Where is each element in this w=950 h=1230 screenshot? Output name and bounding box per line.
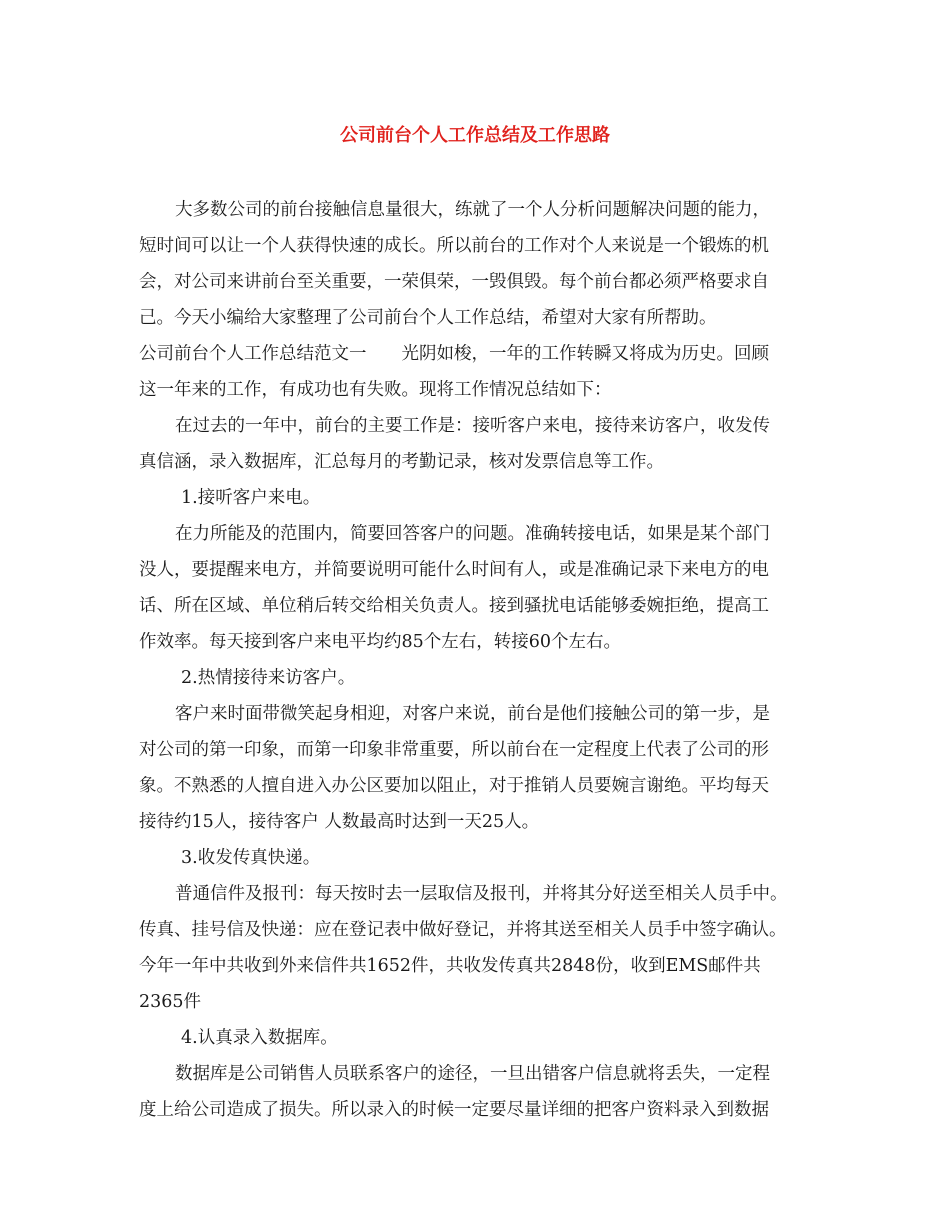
paragraph-line: 今年一年中共收到外来信件共1652件，共收发传真共2848份，收到EMS邮件共 [139,956,761,976]
paragraph-line: 客户来时面带微笑起身相迎，对客户来说，前台是他们接触公司的第一步，是 [175,704,770,724]
paragraph-line: 度上给公司造成了损失。所以录入的时候一定要尽量详细的把客户资料录入到数据 [139,1100,769,1120]
paragraph-line: 会，对公司来讲前台至关重要，一荣俱荣，一毁俱毁。每个前台都必须严格要求自 [139,272,769,292]
paragraph-line: 没人，要提醒来电方，并简要说明可能什么时间有人，或是准确记录下来电方的电 [139,560,769,580]
paragraph-line: 2365件 [139,992,202,1012]
paragraph-line: 对公司的第一印象，而第一印象非常重要，所以前台在一定程度上代表了公司的形 [139,740,769,760]
paragraph-line: 传真、挂号信及快递：应在登记表中做好登记，并将其送至相关人员手中签字确认。 [139,920,787,940]
section-heading: 3.收发传真快递。 [181,848,321,868]
paragraph-line: 己。今天小编给大家整理了公司前台个人工作总结，希望对大家有所帮助。 [139,308,717,328]
paragraph-line: 短时间可以让一个人获得快速的成长。所以前台的工作对个人来说是一个锻炼的机 [139,236,769,256]
section-heading: 1.接听客户来电。 [181,488,321,508]
paragraph-line: 接待约15人，接待客户 人数最高时达到一天25人。 [139,812,540,832]
section-heading: 2.热情接待来访客户。 [181,668,356,688]
paragraph-line: 普通信件及报刊：每天按时去一层取信及报刊，并将其分好送至相关人员手中。 [175,884,788,904]
document-title: 公司前台个人工作总结及工作思路 [340,125,610,146]
paragraph-line: 大多数公司的前台接触信息量很大，练就了一个人分析问题解决问题的能力， [175,200,770,220]
paragraph-line: 数据库是公司销售人员联系客户的途径，一旦出错客户信息就将丢失，一定程 [175,1064,770,1084]
section-heading: 4.认真录入数据库。 [181,1028,338,1048]
paragraph-line: 公司前台个人工作总结范文一 光阴如梭，一年的工作转瞬又将成为历史。回顾 [139,344,769,364]
paragraph-line: 在过去的一年中，前台的主要工作是：接听客户来电，接待来访客户，收发传 [175,416,770,436]
paragraph-line: 作效率。每天接到客户来电平均约85个左右，转接60个左右。 [139,632,622,652]
paragraph-line: 在力所能及的范围内，简要回答客户的问题。准确转接电话，如果是某个部门 [175,524,770,544]
paragraph-line: 象。不熟悉的人擅自进入办公区要加以阻止，对于推销人员要婉言谢绝。平均每天 [139,776,769,796]
paragraph-line: 话、所在区域、单位稍后转交给相关负责人。接到骚扰电话能够委婉拒绝，提高工 [139,596,769,616]
document-body [139,192,823,1128]
paragraph-line: 这一年来的工作，有成功也有失败。现将工作情况总结如下： [139,380,612,400]
paragraph-line: 真信涵，录入数据库，汇总每月的考勤记录，核对发票信息等工作。 [139,452,664,472]
